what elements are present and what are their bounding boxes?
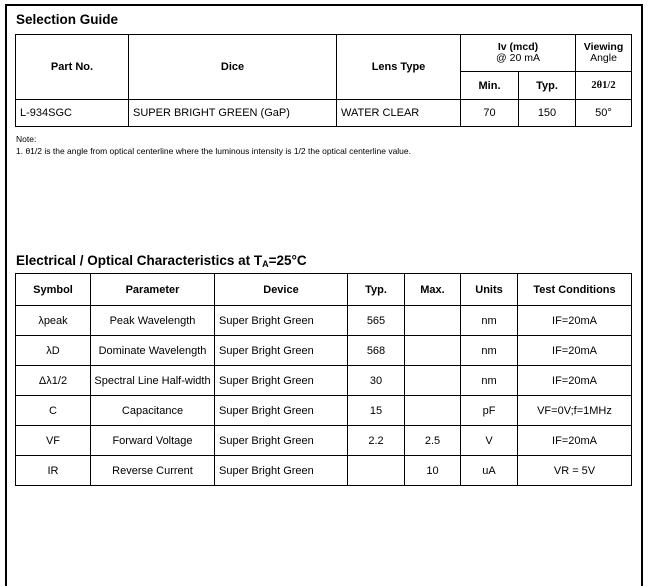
cell-parameter: Reverse Current <box>91 456 215 486</box>
electrical-title-end: =25°C <box>268 253 307 268</box>
header-part-no: Part No. <box>16 35 129 100</box>
header-symbol: Symbol <box>16 274 91 306</box>
cell-typ <box>348 456 405 486</box>
selection-guide-title: Selection Guide <box>16 12 119 27</box>
cell-typ: 568 <box>348 336 405 366</box>
cell-typ: 2.2 <box>348 426 405 456</box>
header-units: Units <box>461 274 518 306</box>
note <box>16 133 411 157</box>
header-viewing-angle <box>576 35 632 72</box>
cell-device: Super Bright Green <box>215 306 348 336</box>
cell-parameter: Peak Wavelength <box>91 306 215 336</box>
cell-device: Super Bright Green <box>215 396 348 426</box>
cell-units: nm <box>461 336 518 366</box>
cell-typ: 30 <box>348 366 405 396</box>
cell-symbol: Δλ1/2 <box>16 366 91 396</box>
cell-angle: 50° <box>576 100 632 127</box>
cell-units: pF <box>461 396 518 426</box>
electrical-table <box>15 273 632 486</box>
header-lens-type: Lens Type <box>337 35 461 100</box>
cell-cond: IF=20mA <box>518 306 632 336</box>
table-row <box>16 396 632 426</box>
electrical-title-main: Electrical / Optical Characteristics at T <box>16 253 263 268</box>
table-row <box>16 336 632 366</box>
cell-symbol: λpeak <box>16 306 91 336</box>
cell-cond: IF=20mA <box>518 336 632 366</box>
cell-part-no: L-934SGC <box>16 100 129 127</box>
cell-device: Super Bright Green <box>215 426 348 456</box>
cell-min: 70 <box>461 100 519 127</box>
cell-parameter: Spectral Line Half-width <box>91 366 215 396</box>
cell-units: nm <box>461 306 518 336</box>
header-iv-condition: @ 20 mA <box>496 52 540 64</box>
cell-max <box>405 396 461 426</box>
cell-cond: VR = 5V <box>518 456 632 486</box>
header-min: Min. <box>461 72 519 100</box>
header-iv <box>461 35 576 72</box>
cell-cond: IF=20mA <box>518 366 632 396</box>
selection-guide-table <box>15 34 632 127</box>
cell-units: V <box>461 426 518 456</box>
header-viewing-label: Viewing <box>583 41 624 53</box>
note-label: Note: <box>16 134 37 144</box>
electrical-title <box>16 253 307 269</box>
cell-parameter: Forward Voltage <box>91 426 215 456</box>
cell-parameter: Dominate Wavelength <box>91 336 215 366</box>
header-max: Max. <box>405 274 461 306</box>
header-device: Device <box>215 274 348 306</box>
cell-device: Super Bright Green <box>215 456 348 486</box>
cell-units: uA <box>461 456 518 486</box>
cell-typ: 15 <box>348 396 405 426</box>
cell-typ: 565 <box>348 306 405 336</box>
table-row <box>16 306 632 336</box>
table-row <box>16 426 632 456</box>
cell-cond: VF=0V;f=1MHz <box>518 396 632 426</box>
note-text: 1. θ1/2 is the angle from optical centerline where the luminous intensity is 1/2 the optical centerline value. <box>16 146 412 156</box>
header-dice: Dice <box>129 35 337 100</box>
header-theta: 2θ1/2 <box>576 72 632 100</box>
cell-symbol: VF <box>16 426 91 456</box>
electrical-title-sub: A <box>262 259 269 269</box>
cell-dice: SUPER BRIGHT GREEN (GaP) <box>129 100 337 127</box>
cell-symbol: λD <box>16 336 91 366</box>
table-row <box>16 456 632 486</box>
cell-typ: 150 <box>519 100 576 127</box>
cell-max <box>405 306 461 336</box>
cell-max <box>405 336 461 366</box>
cell-device: Super Bright Green <box>215 366 348 396</box>
cell-units: nm <box>461 366 518 396</box>
cell-max: 2.5 <box>405 426 461 456</box>
cell-device: Super Bright Green <box>215 336 348 366</box>
electrical-table-body <box>16 306 632 486</box>
header-typ: Typ. <box>519 72 576 100</box>
header-parameter: Parameter <box>91 274 215 306</box>
cell-max: 10 <box>405 456 461 486</box>
cell-max <box>405 366 461 396</box>
cell-lens-type: WATER CLEAR <box>337 100 461 127</box>
cell-symbol: IR <box>16 456 91 486</box>
table-row <box>16 366 632 396</box>
header-angle-label: Angle <box>590 52 617 64</box>
header-typ: Typ. <box>348 274 405 306</box>
header-iv-label: Iv (mcd) <box>497 41 539 53</box>
cell-symbol: C <box>16 396 91 426</box>
cell-parameter: Capacitance <box>91 396 215 426</box>
header-test-conditions: Test Conditions <box>518 274 632 306</box>
cell-cond: IF=20mA <box>518 426 632 456</box>
